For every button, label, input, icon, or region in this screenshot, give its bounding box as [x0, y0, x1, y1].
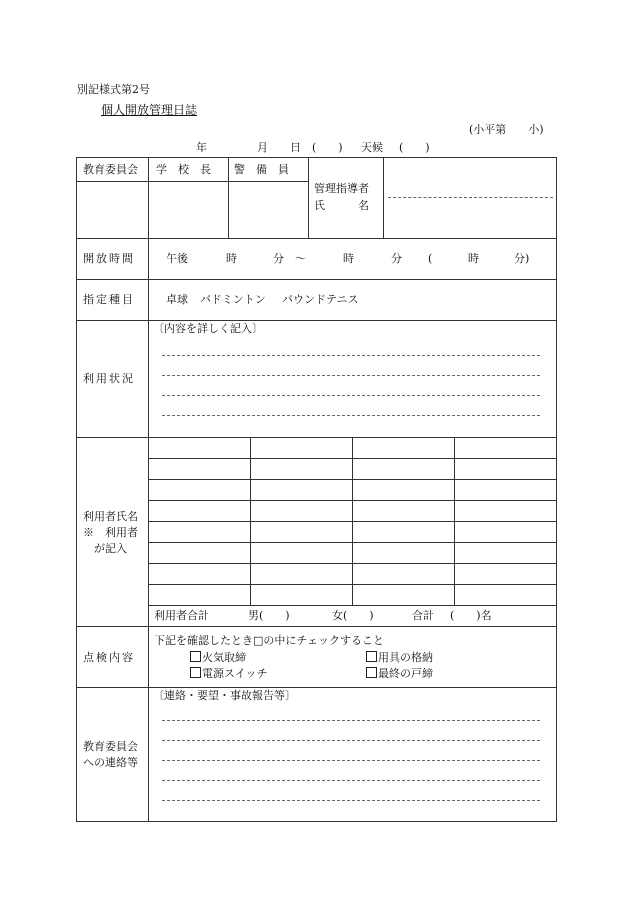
report-line[interactable]: [162, 720, 540, 721]
sport-item: バドミントン: [200, 293, 266, 306]
report-line[interactable]: [162, 760, 540, 761]
supervisor-name-label: 氏 名: [314, 199, 369, 212]
designated-label: 指定種目: [83, 293, 135, 306]
sport-item: バウンドテニス: [282, 293, 359, 306]
weekday-field[interactable]: ( ): [312, 141, 343, 154]
report-line[interactable]: [162, 740, 540, 741]
checkbox-icon[interactable]: [366, 651, 377, 662]
open-time-paren: (: [428, 252, 433, 265]
open-time-tilde: ～: [295, 252, 306, 265]
usage-note: 〔内容を詳しく記入〕: [153, 322, 263, 335]
weather-label: 天候: [361, 141, 383, 154]
report-line[interactable]: [162, 800, 540, 801]
female-count-field[interactable]: 女( ): [332, 609, 374, 622]
inspection-instruction: 下記を確認したとき□の中にチェックすること: [154, 634, 385, 647]
open-time-min2: 分: [391, 252, 402, 265]
usage-label: 利用状況: [83, 372, 135, 385]
principal-stamp-label: 学 校 長: [156, 163, 211, 176]
year-label: 年: [196, 141, 207, 154]
supervisor-name-line[interactable]: [388, 197, 553, 198]
open-time-hour3: 時: [468, 252, 479, 265]
sum-label: 合計: [412, 609, 434, 622]
usage-line[interactable]: [162, 415, 540, 416]
sum-count-field[interactable]: ( )名: [450, 609, 492, 622]
open-time-pm: 午後: [166, 252, 188, 265]
weather-field[interactable]: ( ): [399, 141, 430, 154]
month-label: 月: [257, 141, 268, 154]
users-note: ※ 利用者: [83, 526, 138, 539]
usage-line[interactable]: [162, 395, 540, 396]
guard-stamp-label: 警 備 員: [234, 163, 289, 176]
usage-line[interactable]: [162, 375, 540, 376]
checkbox-icon[interactable]: [366, 667, 377, 678]
report-label-2: への連絡等: [83, 756, 138, 769]
users-label: 利用者氏名: [83, 510, 138, 523]
form-title: 個人開放管理日誌: [101, 103, 198, 117]
board-stamp-label: 教育委員会: [83, 163, 138, 176]
check-power-switch[interactable]: 電源スイッチ: [190, 667, 268, 679]
log-table: [76, 157, 557, 822]
checkbox-icon[interactable]: [190, 667, 201, 678]
check-fire-control[interactable]: 火気取締: [190, 651, 246, 663]
users-total-label: 利用者合計: [154, 609, 209, 622]
day-label: 日: [290, 141, 301, 154]
report-label: 教育委員会: [83, 740, 138, 753]
checkbox-icon[interactable]: [190, 651, 201, 662]
inspection-label: 点検内容: [83, 651, 135, 664]
open-time-min1: 分: [273, 252, 284, 265]
school-name: (小平第 小): [469, 123, 544, 136]
users-note-2: が記入: [94, 542, 127, 555]
open-time-hour1: 時: [226, 252, 237, 265]
check-final-lock[interactable]: 最終の戸締: [366, 667, 433, 679]
male-count-field[interactable]: 男( ): [248, 609, 290, 622]
check-equipment-storage[interactable]: 用具の格納: [366, 651, 433, 663]
report-note: 〔連絡・要望・事故報告等〕: [153, 689, 296, 702]
form-number: 別記様式第2号: [77, 83, 150, 96]
usage-line[interactable]: [162, 355, 540, 356]
open-time-min3: 分): [514, 252, 530, 265]
report-line[interactable]: [162, 780, 540, 781]
supervisor-label: 管理指導者: [314, 182, 369, 195]
sport-item: 卓球: [166, 293, 188, 306]
open-time-hour2: 時: [343, 252, 354, 265]
open-time-label: 開放時間: [83, 252, 135, 265]
